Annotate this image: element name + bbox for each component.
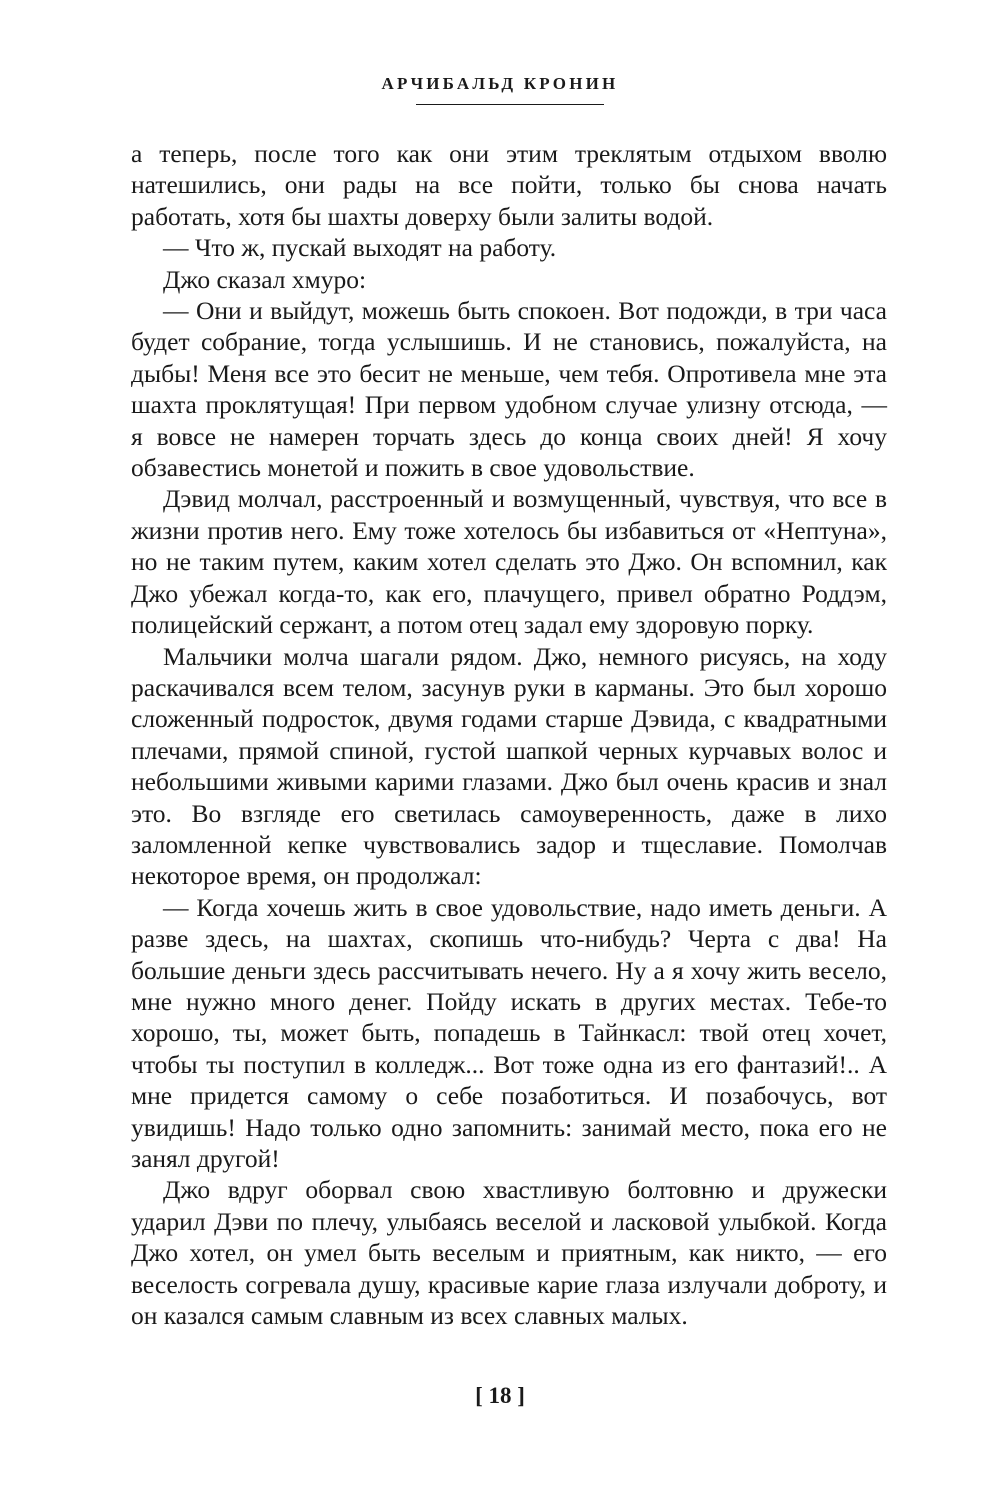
running-head: АРЧИБАЛЬД КРОНИН [381, 74, 619, 93]
header-rule [416, 104, 604, 105]
paragraph: Мальчики молча шагали рядом. Джо, немного рисуясь, на ходу раскачивался всем телом, засунув руки в карманы. Это был хорошо сложенный подросток, двумя годами старше Дэвида, с квадратными плечами, прямой спиной, густой шапкой черных курчавых волос и небольшими живыми карими глазами. Джо был очень красив и знал это. Во взгляде его светилась самоуверенность, даже в лихо заломленной кепке чувствовались задор и тщеславие. Помолчав некоторое время, он продолжал: [131, 641, 887, 891]
paragraph: Джо вдруг оборвал свою хвастливую болтовню и дружески ударил Дэви по плечу, улыбаясь веселой и ласковой улыбкой. Когда Джо хотел, он умел быть веселым и приятным, как никто, — его веселость согревала душу, красивые карие глаза излучали доброту, и он казался самым славным из всех славных малых. [131, 1175, 887, 1331]
paragraph: Джо сказал хмуро: [163, 264, 367, 294]
paragraph: — Что ж, пускай выходят на работу. [163, 233, 557, 263]
paragraph: — Они и выйдут, можешь быть спокоен. Вот подожди, в три часа будет собрание, тогда услышишь. И не становись, пожалуйста, на дыбы! Меня все это бесит не меньше, чем тебя. Опротивела мне эта шахта проклятущая! При первом удобном случае улизну отсюда, — я вовсе не намерен торчать здесь до конца своих дней! Я хочу обзавестись монетой и пожить в свое удовольствие. [131, 296, 887, 483]
paragraph: — Когда хочешь жить в свое удовольствие, надо иметь деньги. А разве здесь, на шахтах, скопишь что-нибудь? Черта с два! На большие деньги здесь рассчитывать нечего. Ну а я хочу жить весело, мне нужно много денег. Пойду искать в других местах. Тебе-то хорошо, ты, может быть, попадешь в Тайнкасл: твой отец хочет, чтобы ты поступил в колледж... Вот тоже одна из его фантазий!.. А мне придется самому о себе позаботиться. И позабочусь, вот увидишь! Надо только одно запомнить: занимай место, пока его не занял другой! [131, 892, 887, 1173]
paragraph: Дэвид молчал, расстроенный и возмущенный, чувствуя, что все в жизни против него. Ему тоже хотелось бы избавиться от «Нептуна», но не таким путем, каким хотел сделать это Джо. Он вспомнил, как Джо убежал когда-то, как его, плачущего, привел обратно Роддэм, полицейский сержант, а потом отец задал ему здоровую порку. [131, 484, 887, 640]
paragraph: а теперь, после того как они этим треклятым отдыхом вволю натешились, они рады на все пойти, только бы снова начать работать, хотя бы шахты доверху были залиты водой. [131, 139, 887, 231]
page-number: [ 18 ] [475, 1383, 525, 1408]
body-text [131, 138, 887, 1331]
